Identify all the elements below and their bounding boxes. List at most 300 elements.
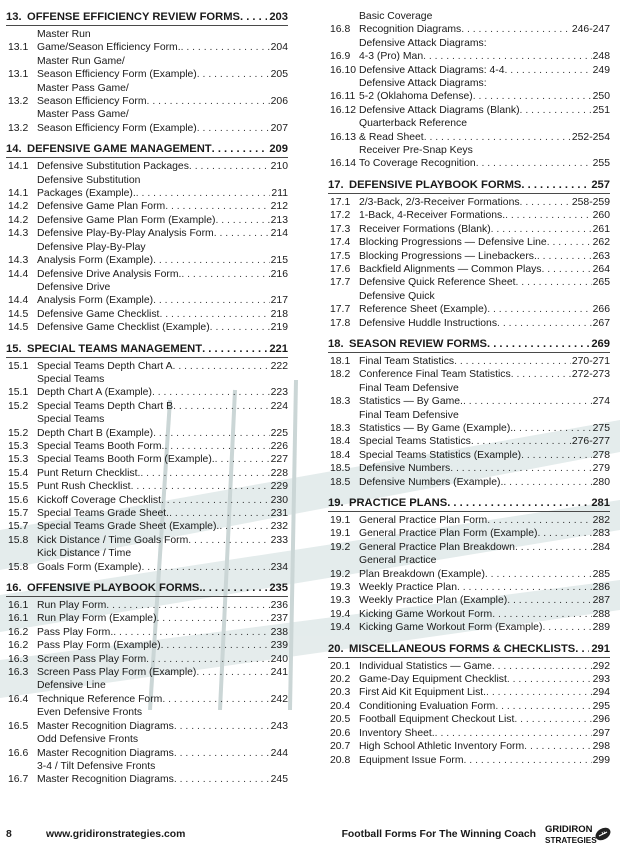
entry-page: 263 (592, 250, 610, 262)
toc-entry (328, 713, 610, 726)
toc-section (328, 10, 610, 171)
entry-number: 17.1 (330, 196, 351, 208)
entry-body (37, 108, 288, 135)
entry-last-line (37, 427, 288, 440)
dot-leader (505, 209, 592, 222)
section-page: 281 (591, 497, 610, 509)
toc-section (328, 496, 610, 635)
section-page: 203 (269, 11, 288, 23)
entry-title-line: Kicking Game Workout Form (359, 608, 493, 620)
logo-line2: STRATEGIES (545, 836, 597, 845)
entry-page: 298 (592, 741, 610, 753)
entry-title-line: Final Team Defensive (359, 382, 459, 394)
section-title-text: MISCELLANEOUS FORMS & CHECKLISTS (349, 642, 576, 655)
section-page: 269 (591, 337, 610, 350)
entry-last-line (37, 639, 288, 652)
entry-number: 15.1 (8, 387, 29, 399)
entry-title-line: Basic Coverage (359, 11, 433, 22)
toc-entry (6, 281, 288, 308)
entry-page: 225 (270, 427, 288, 439)
entry-title-line: Reference Sheet (Example) (359, 304, 488, 316)
entry-body (359, 77, 610, 104)
entry-page: 238 (270, 626, 288, 638)
toc-entry (328, 727, 610, 740)
entry-number: 16.2 (8, 626, 29, 638)
toc-section (6, 10, 288, 135)
toc-entry (6, 308, 288, 321)
dot-leader (181, 41, 270, 54)
entry-page: 252-254 (571, 131, 610, 143)
entry-number: 13.2 (8, 96, 29, 108)
entry-title-line: Defensive Substitution Packages (37, 161, 189, 173)
entry-title-line: Conditioning Evaluation Form (359, 700, 496, 712)
entry-page: 207 (270, 122, 288, 134)
dot-leader (491, 223, 592, 236)
entry-number: 15.2 (8, 400, 29, 412)
entry-last-line (359, 727, 610, 740)
section-page: 209 (269, 143, 288, 156)
entry-body (37, 480, 288, 493)
dot-leader (169, 507, 270, 520)
entry-page: 262 (592, 237, 610, 249)
entry-page: 265 (592, 277, 610, 289)
entry-title-line: 2/3-Back, 2/3-Receiver Formations (359, 196, 520, 208)
dot-leader (524, 740, 591, 753)
dot-leader (240, 10, 267, 24)
section-title (6, 581, 288, 597)
toc-entry (6, 760, 288, 787)
entry-title-line: Season Efficiency Form (Example) (37, 69, 197, 81)
toc-entry (6, 679, 288, 706)
entry-number: 20.5 (330, 714, 351, 726)
entry-title-line: Analysis Form (Example) (37, 295, 154, 307)
dot-leader (188, 534, 269, 547)
entry-last-line (359, 673, 610, 686)
entry-page: 215 (270, 255, 288, 267)
entry-page: 278 (592, 449, 610, 461)
dot-leader (174, 773, 270, 786)
toc-entry (328, 250, 610, 263)
entry-last-line (359, 23, 610, 36)
entry-page: 213 (270, 214, 288, 226)
entry-last-line (37, 534, 288, 547)
entry-page: 205 (270, 69, 288, 81)
entry-page: 218 (270, 308, 288, 320)
entry-body (37, 200, 288, 213)
entry-last-line (359, 131, 610, 144)
entry-title-line: Defensive Line (37, 680, 106, 692)
section-title (328, 178, 610, 194)
entry-page: 223 (270, 387, 288, 399)
toc-entry (6, 440, 288, 453)
entry-body (37, 467, 288, 480)
dot-leader (197, 68, 270, 81)
entry-body (37, 599, 288, 612)
toc-entry (6, 639, 288, 652)
entry-title-line: Defensive Play-By-Play (37, 241, 146, 253)
entry-body (359, 527, 610, 540)
dot-leader (505, 64, 592, 77)
entry-title-line: Defensive Play-By-Play Analysis Form (37, 228, 214, 240)
entry-body (37, 28, 288, 55)
entry-last-line (37, 520, 288, 533)
entry-title-line: General Practice Plan Form (Example) (359, 528, 538, 540)
entry-page: 240 (270, 653, 288, 665)
entry-body (359, 263, 610, 276)
entry-last-line (359, 594, 610, 607)
entry-page: 280 (592, 476, 610, 488)
entry-number: 16.7 (8, 774, 29, 786)
entry-page: 229 (270, 481, 288, 493)
entry-page: 222 (270, 360, 288, 372)
entry-title-line: Weekly Practice Plan (359, 582, 457, 594)
entry-page: 210 (270, 161, 288, 173)
entry-body (359, 594, 610, 607)
entry-body (359, 713, 610, 726)
entry-last-line (359, 541, 610, 554)
entry-last-line (37, 227, 288, 240)
entry-body (37, 413, 288, 440)
entry-title-line: Game/Season Efficiency Form. (37, 42, 181, 54)
entry-page: 266 (592, 304, 610, 316)
entry-title-line: Technique Reference Form (37, 693, 163, 705)
toc-entry (6, 241, 288, 268)
section-title-text: PRACTICE PLANS (349, 497, 448, 509)
entry-body (359, 581, 610, 594)
section-title (6, 342, 288, 358)
dot-leader (454, 355, 571, 368)
dot-leader (219, 520, 269, 533)
entry-number: 16.10 (330, 64, 357, 76)
toc-entry (328, 317, 610, 330)
entry-body (37, 520, 288, 533)
entry-title-line: Odd Defensive Fronts (37, 734, 139, 746)
entry-title-line: Defensive Attack Diagrams: (359, 37, 487, 49)
entry-title-line: Season Efficiency Form (37, 96, 147, 108)
entry-title-line: Defensive Game Checklist (Example) (37, 322, 210, 334)
entry-title-line: Goals Form (Example) (37, 561, 142, 573)
entry-page: 234 (270, 561, 288, 573)
section-page: 291 (591, 642, 610, 655)
entry-last-line (359, 263, 610, 276)
entry-title-line: Special Teams Grade Sheet (Example). (37, 521, 220, 533)
entry-last-line (37, 507, 288, 520)
entry-title-line: Backfield Alignments — Common Plays (359, 263, 542, 275)
entry-last-line (37, 214, 288, 227)
entry-last-line (359, 196, 610, 209)
entry-title-line: Punt Return Checklist. (37, 467, 141, 479)
dot-leader (131, 480, 270, 493)
entry-title-line: & Read Sheet (359, 131, 424, 143)
entry-number: 18.3 (330, 396, 351, 408)
toc-entry (6, 547, 288, 574)
dot-leader (113, 626, 269, 639)
dot-leader (159, 308, 269, 321)
entry-page: 282 (592, 515, 610, 526)
dot-leader (189, 160, 270, 173)
entry-last-line (359, 435, 610, 448)
entry-title-line: Blocking Progressions — Linebackers. (359, 250, 537, 262)
entry-number: 16.1 (8, 600, 29, 612)
toc-entry (6, 480, 288, 493)
toc-entry (328, 104, 610, 117)
toc-entry (6, 666, 288, 679)
dot-leader (542, 621, 591, 634)
entry-title-line: Kick Distance / Time Goals Form (37, 534, 189, 546)
entry-page: 242 (270, 693, 288, 705)
entry-page: 243 (270, 720, 288, 732)
entry-title-line: Master Pass Game/ (37, 82, 129, 94)
entry-last-line (37, 653, 288, 666)
entry-last-line (37, 41, 288, 54)
toc-entry (328, 290, 610, 317)
entry-last-line (37, 467, 288, 480)
entry-page: 260 (592, 210, 610, 222)
entry-number: 13.2 (8, 122, 29, 134)
entry-title-line: Weekly Practice Plan (Example) (359, 595, 508, 607)
entry-last-line (37, 773, 288, 786)
toc-entry (6, 626, 288, 639)
entry-title-line: General Practice Plan Form (359, 515, 488, 526)
entry-body (37, 440, 288, 453)
dot-leader (515, 541, 592, 554)
dot-leader (461, 23, 571, 36)
entry-body (37, 82, 288, 109)
entry-body (37, 612, 288, 625)
entry-page: 279 (592, 463, 610, 475)
entry-page: 219 (270, 322, 288, 334)
entry-page: 231 (270, 508, 288, 519)
entry-page: 246-247 (571, 24, 610, 36)
entry-last-line (359, 223, 610, 236)
entry-last-line (37, 612, 288, 625)
entry-title-line: 1-Back, 4-Receiver Formations. (359, 210, 506, 222)
dot-leader (471, 435, 571, 448)
entry-title-line: Defensive Attack Diagrams: (359, 78, 487, 90)
entry-page: 230 (270, 494, 288, 506)
dot-leader (212, 142, 268, 156)
entry-last-line (359, 660, 610, 673)
entry-last-line (37, 254, 288, 267)
section-page: 235 (269, 582, 288, 595)
entry-number: 18.5 (330, 476, 351, 488)
dot-leader (424, 131, 571, 144)
toc-entry (6, 400, 288, 413)
entry-body (37, 639, 288, 652)
dot-leader (174, 720, 270, 733)
entry-page: 283 (592, 528, 610, 540)
entry-body (359, 382, 610, 409)
entry-body (359, 476, 610, 489)
section-number: 18. (328, 337, 344, 350)
entry-number: 13.1 (8, 42, 29, 54)
toc-entry (328, 581, 610, 594)
entry-page: 204 (270, 42, 288, 54)
entry-page: 216 (270, 268, 288, 280)
toc-entry (328, 541, 610, 554)
entry-title-line: Recognition Diagrams (359, 24, 462, 36)
toc-entry (328, 144, 610, 171)
section-number: 13. (6, 11, 22, 23)
entry-title-line: Defensive Game Plan Form (Example) (37, 214, 216, 226)
section-number: 15. (6, 342, 22, 355)
toc-entry (6, 612, 288, 625)
entry-body (37, 241, 288, 268)
dot-leader (547, 236, 592, 249)
entry-title-line: Defensive Numbers (Example). (359, 476, 504, 488)
entry-body (359, 104, 610, 117)
section-page: 221 (269, 342, 288, 355)
entry-number: 18.5 (330, 463, 351, 475)
toc-entry (328, 64, 610, 77)
toc-entry (328, 554, 610, 581)
entry-title-line: Master Run Game/ (37, 55, 125, 67)
entry-number: 19.4 (330, 608, 351, 620)
entry-last-line (37, 720, 288, 733)
entry-last-line (37, 200, 288, 213)
page-number: 8 (6, 828, 12, 840)
entry-number: 19.1 (330, 528, 351, 540)
entry-number: 14.2 (8, 201, 29, 213)
entry-number: 15.8 (8, 561, 29, 573)
dot-leader (487, 337, 589, 351)
entry-page: 285 (592, 568, 610, 580)
toc-entry (6, 467, 288, 480)
toc-entry (6, 108, 288, 135)
entry-title-line: Kick Distance / Time (37, 548, 132, 560)
entry-number: 15.8 (8, 534, 29, 546)
entry-last-line (37, 187, 288, 200)
entry-title-line: Special Teams Statistics (Example) (359, 449, 522, 461)
entry-number: 20.2 (330, 674, 351, 686)
entry-title-line: Defensive Drive (37, 281, 111, 293)
entry-number: 16.11 (330, 91, 356, 103)
entry-title-line: Special Teams (37, 414, 105, 426)
entry-last-line (359, 303, 610, 316)
entry-number: 16.3 (8, 653, 29, 665)
entry-page: 233 (270, 534, 288, 546)
entry-title-line: Inventory Sheet. (359, 727, 435, 739)
entry-title-line: Run Play Form (37, 600, 107, 612)
dot-leader (147, 95, 270, 108)
dot-leader (214, 227, 270, 240)
toc-entry (328, 673, 610, 686)
entry-number: 15.1 (8, 360, 29, 372)
entry-body (359, 117, 610, 144)
entry-page: 245 (270, 774, 288, 786)
dot-leader (575, 642, 589, 656)
entry-title-line: General Practice Plan Breakdown (359, 541, 515, 553)
entry-title-line: Game-Day Equipment Checklist (359, 674, 507, 686)
section-title-text: DEFENSIVE GAME MANAGEMENT (27, 143, 212, 156)
entry-title-line: Final Team Defensive (359, 409, 459, 421)
entry-page: 248 (592, 51, 610, 63)
dot-leader (173, 400, 270, 413)
entry-last-line (359, 355, 610, 368)
toc-entry (328, 608, 610, 621)
entry-title-line: Special Teams Depth Chart B (37, 400, 174, 412)
entry-title-line: Statistics — By Game (Example). (359, 422, 514, 434)
dot-leader (215, 214, 269, 227)
dot-leader (457, 581, 592, 594)
toc-entry (328, 117, 610, 144)
entry-last-line (359, 449, 610, 462)
dot-leader (521, 449, 592, 462)
entry-number: 16.8 (330, 24, 351, 36)
entry-number: 17.7 (330, 277, 351, 289)
entry-page: 249 (592, 64, 610, 76)
toc-section (328, 178, 610, 330)
toc-entry (6, 453, 288, 466)
toc-entry (6, 268, 288, 281)
entry-body (37, 626, 288, 639)
entry-number: 16.1 (8, 613, 29, 625)
dot-leader (142, 561, 270, 574)
entry-page: 274 (592, 396, 610, 408)
toc-entry (6, 360, 288, 373)
entry-title-line: Conference Final Team Statistics (359, 369, 511, 381)
toc-entry (328, 276, 610, 289)
entry-page: 236 (270, 600, 288, 612)
entry-body (359, 196, 610, 209)
entry-page: 224 (270, 400, 288, 412)
entry-number: 18.3 (330, 422, 351, 434)
entry-number: 14.5 (8, 322, 29, 334)
entry-number: 20.6 (330, 727, 351, 739)
entry-body (359, 727, 610, 740)
entry-number: 16.9 (330, 51, 351, 63)
entry-number: 20.1 (330, 660, 351, 672)
entry-body (37, 653, 288, 666)
entry-last-line (37, 400, 288, 413)
entry-body (359, 37, 610, 64)
entry-title-line: Master Pass Game/ (37, 109, 129, 121)
entry-number: 15.4 (8, 467, 29, 479)
entry-title-line: Screen Pass Play Form (Example) (37, 667, 197, 679)
entry-title-line: Defensive Game Plan Form (37, 201, 166, 213)
entry-number: 14.2 (8, 214, 29, 226)
entry-page: 286 (592, 582, 610, 594)
entry-title-line: 4-3 (Pro) Man (359, 51, 424, 63)
gridiron-strategies-logo (544, 822, 612, 846)
entry-last-line (37, 440, 288, 453)
entry-last-line (359, 209, 610, 222)
entry-last-line (37, 321, 288, 334)
dot-leader (476, 157, 592, 170)
entry-last-line (359, 395, 610, 408)
toc-entry (328, 435, 610, 448)
entry-title-line: Pass Play Form. (37, 626, 114, 638)
entry-title-line: Quarterback Reference (359, 118, 468, 130)
entry-number: 19.3 (330, 595, 351, 607)
entry-body (359, 276, 610, 289)
toc-entry (328, 686, 610, 699)
entry-number: 14.4 (8, 295, 29, 307)
entry-body (359, 660, 610, 673)
entry-title-line: Depth Chart B (Example) (37, 427, 154, 439)
section-number: 16. (6, 582, 22, 595)
dot-leader (162, 693, 269, 706)
entry-body (359, 64, 610, 77)
entry-last-line (37, 693, 288, 706)
entry-last-line (37, 747, 288, 760)
entry-body (37, 400, 288, 413)
entry-page: 214 (270, 228, 288, 240)
entry-last-line (359, 568, 610, 581)
entry-body (37, 174, 288, 201)
entry-body (37, 214, 288, 227)
entry-title-line: Defensive Substitution (37, 174, 141, 186)
